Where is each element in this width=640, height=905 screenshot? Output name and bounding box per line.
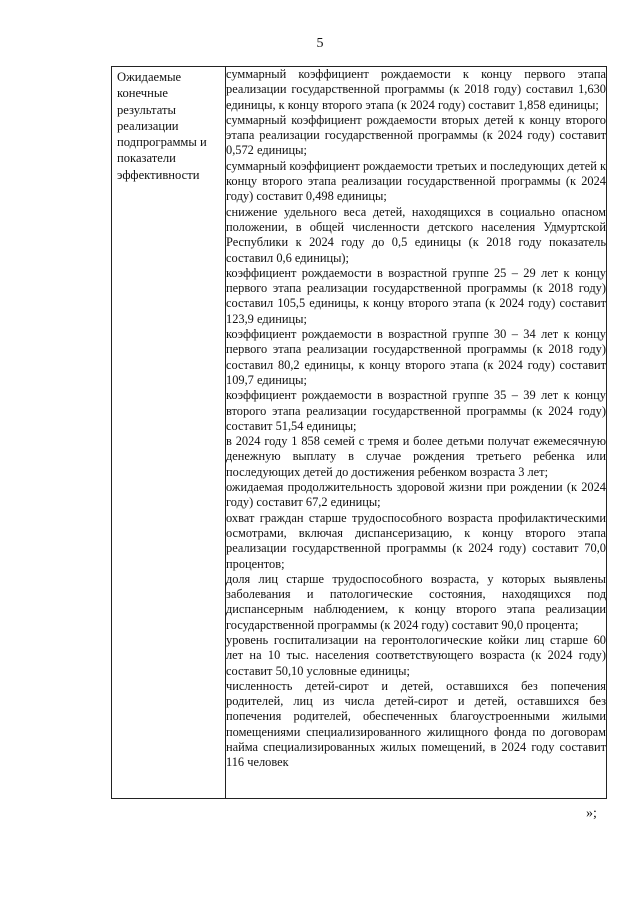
row-label: Ожидаемые конечные результаты реализации подпрограммы и показатели эффективности: [117, 70, 207, 182]
label-cell: [112, 67, 226, 799]
page-number: 5: [316, 36, 324, 51]
result-item: снижение удельного веса детей, находящихся в социально опасном положении, в общей численности детского населения Удмуртской Республики к 2024 году до 0,5 единицы (к 2018 году показатель составил 0,6 единицы);: [226, 204, 606, 265]
results-cell: [226, 67, 607, 799]
result-item: суммарный коэффициент рождаемости третьих и последующих детей к концу второго этапа реализации государственной программы (к 2024 году) составит 0,498 единицы;: [226, 158, 606, 204]
result-item: коэффициент рождаемости в возрастной группе 30 – 34 лет к концу первого этапа реализации государственной программы (к 2018 году) составил 80,2 единицы, к концу второго этапа (к 2024 году) составит 109,7 единицы;: [226, 327, 606, 387]
result-item: суммарный коэффициент рождаемости к концу первого этапа реализации государственной программы (к 2018 году) составил 1,630 единицы, к концу второго этапа (к 2024 году) составит 1,858 единицы;: [226, 67, 606, 112]
result-item: коэффициент рождаемости в возрастной группе 35 – 39 лет к концу второго этапа реализации государственной программы (к 2024 году) составит 51,54 единицы;: [226, 388, 606, 433]
result-item: суммарный коэффициент рождаемости вторых детей к концу второго этапа реализации государственной программы (к 2024 году) составит 0,572 единицы;: [226, 112, 606, 158]
result-item: ожидаемая продолжительность здоровой жизни при рождении (к 2024 году) составит 67,2 единицы;: [226, 480, 606, 510]
result-item: доля лиц старше трудоспособного возраста, у которых выявлены заболевания и патологические состояния, находящихся под диспансерным наблюдением, к концу второго этапа реализации государственной программы (к 2024 году) составит 90,0 процента;: [226, 571, 606, 632]
program-results-table: [111, 66, 607, 799]
result-item: коэффициент рождаемости в возрастной группе 25 – 29 лет к концу первого этапа реализации государственной программы (к 2018 году) составил 105,5 единицы, к концу второго этапа (к 2024 году) составит 123,9 единицы;: [226, 265, 606, 326]
table-row: [112, 67, 607, 799]
result-item: численность детей-сирот и детей, оставшихся без попечения родителей, лиц из числа детей-сирот и детей, оставшихся без попечения родителей, обеспеченных благоустроенными жилыми помещениями специализированного жилищного фонда по договорам найма специализированных жилых помещений, в 2024 году составит 116 человек: [226, 678, 606, 770]
result-item: охват граждан старше трудоспособного возраста профилактическими осмотрами, включая диспансеризацию, к концу второго этапа реализации государственной программы (к 2024 году) составит 70,0 процентов;: [226, 510, 606, 571]
result-item: в 2024 году 1 858 семей с тремя и более детьми получат ежемесячную денежную выплату в случае рождения третьего ребенка или последующих детей до достижения ребенком возраста 3 лет;: [226, 434, 606, 479]
closing-quote-mark: »;: [586, 806, 597, 821]
result-item: уровень госпитализации на геронтологические койки лиц старше 60 лет на 10 тыс. населения соответствующего возраста (к 2024 году) составит 50,10 условные единицы;: [226, 632, 606, 678]
